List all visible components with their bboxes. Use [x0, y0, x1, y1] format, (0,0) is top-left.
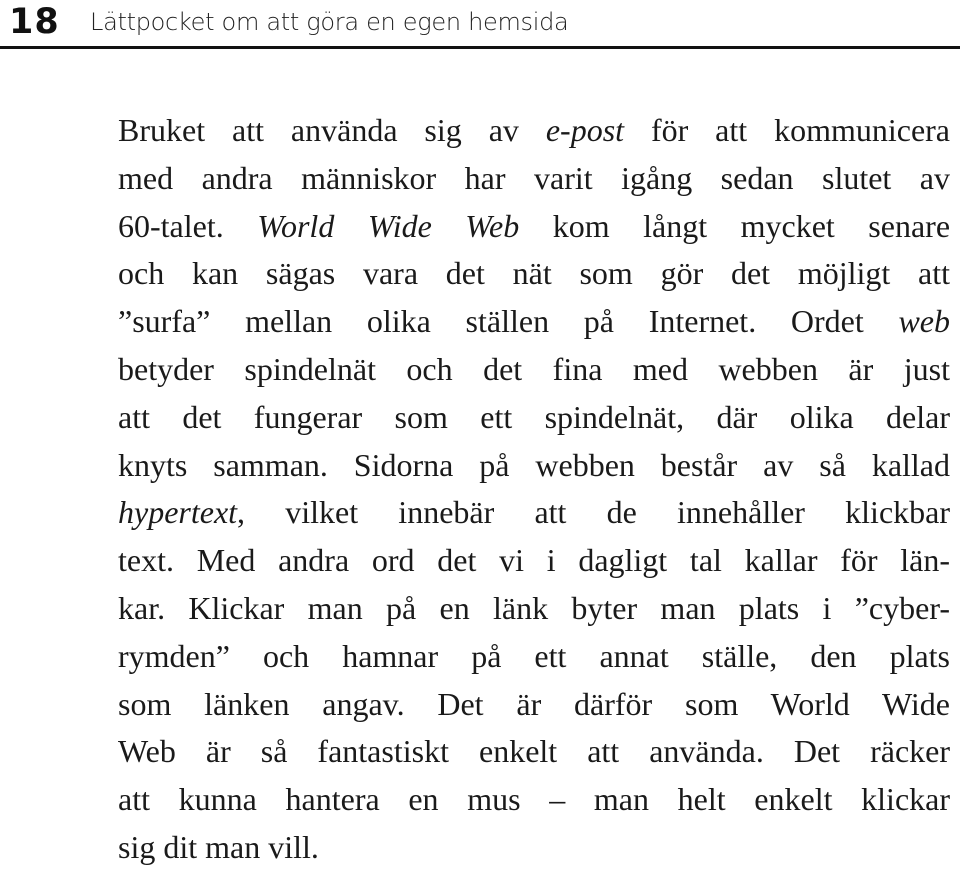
- text-line: Web är så fantastiskt enkelt att använda. Det räcker: [118, 733, 950, 770]
- header-rule: [0, 46, 960, 49]
- emphasis: hypertext: [118, 494, 238, 531]
- text-line: som länken angav. Det är därför som World Wide: [118, 685, 950, 722]
- emphasis: World Wide Web: [257, 207, 520, 244]
- text-line: rymden” och hamnar på ett annat ställe, den plats: [118, 637, 950, 674]
- text-line: 60-talet. World Wide Web kom långt mycket senare: [118, 207, 951, 244]
- text-line: hypertext, vilket innebär att de innehåller klickbar: [118, 494, 950, 531]
- page-number: 18: [9, 2, 60, 42]
- emphasis: e-post: [545, 112, 625, 148]
- text-line: att kunna hantera en mus – man helt enkelt klickar: [118, 781, 950, 818]
- running-title: Lättpocket om att göra en egen hemsida: [90, 8, 569, 36]
- text-line: sig dit man vill.: [118, 828, 319, 865]
- text-line: Bruket att använda sig av e-post för att kommunicera: [118, 112, 951, 148]
- text-line: med andra människor har varit igång sedan slutet av: [118, 159, 950, 196]
- page-header: [0, 0, 960, 50]
- text-line: att det fungerar som ett spindelnät, där olika delar: [118, 398, 950, 435]
- text-line: ”surfa” mellan olika ställen på Internet. Ordet web: [118, 303, 950, 340]
- text-line: knyts samman. Sidorna på webben består av så kallad: [118, 446, 950, 483]
- text-line: betyder spindelnät och det fina med webben är just: [118, 350, 950, 387]
- text-line: kar. Klickar man på en länk byter man plats i ”cyber-: [118, 589, 950, 626]
- text-line: text. Med andra ord det vi i dagligt tal kallar för län-: [118, 542, 950, 579]
- body-paragraph: [118, 107, 950, 872]
- emphasis: web: [898, 303, 950, 340]
- text-line: och kan sägas vara det nät som gör det möjligt att: [118, 255, 950, 292]
